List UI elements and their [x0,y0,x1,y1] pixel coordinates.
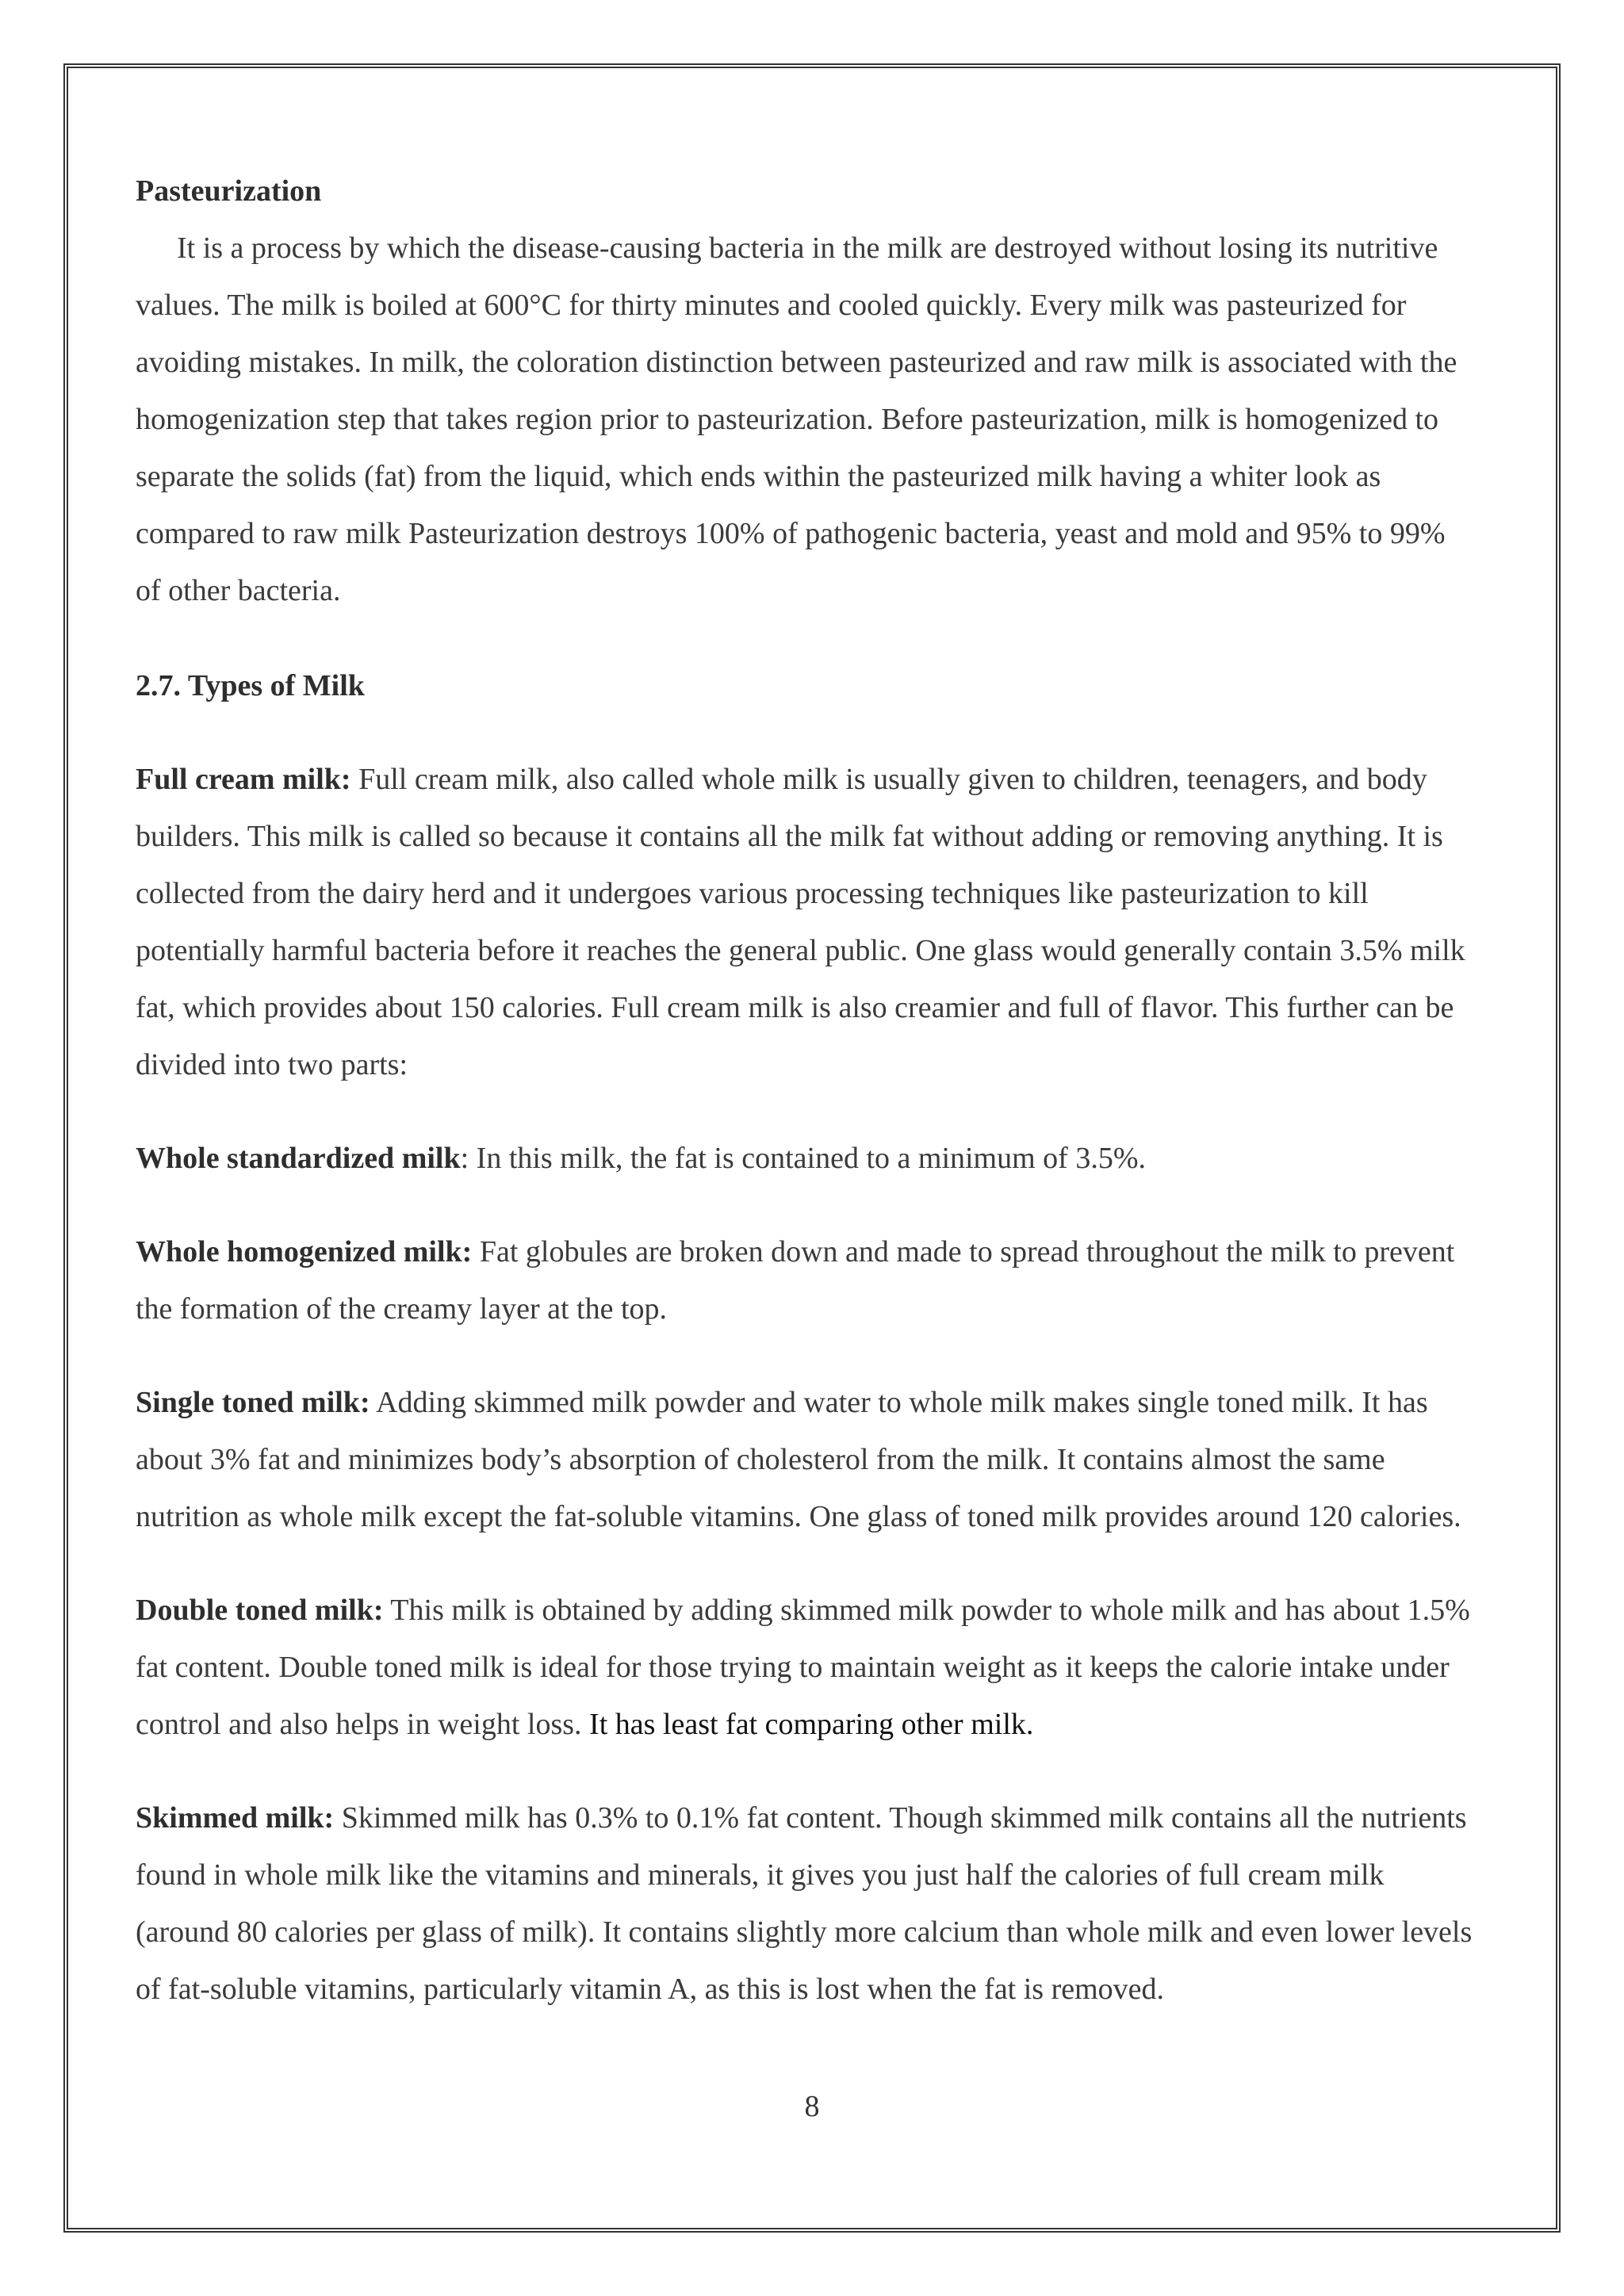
double-toned-milk-text: This milk is obtained by adding skimmed milk powder to whole milk and has about 1.5% fat content. Double toned milk is ideal for those trying to maintain weight as it keeps the calorie intake under control and also helps in weight loss. [136,1594,1470,1741]
single-toned-milk-paragraph [136,1374,1476,1545]
whole-standardized-milk-term: Whole standardized milk [136,1142,461,1175]
full-cream-milk-term: Full cream milk: [136,763,351,796]
full-cream-milk-paragraph [136,751,1476,1093]
double-toned-milk-extra: It has least fat comparing other milk. [589,1708,1034,1741]
single-toned-milk-term: Single toned milk: [136,1386,370,1419]
whole-homogenized-milk-text: Fat globules are broken down and made to spread throughout the milk to prevent the formation of the creamy layer at the top. [136,1235,1455,1326]
whole-standardized-milk-text: : In this milk, the fat is contained to a minimum of 3.5%. [460,1142,1146,1175]
single-toned-milk-text: Adding skimmed milk powder and water to whole milk makes single toned milk. It has about 3% fat and minimizes body’s absorption of cholesterol from the milk. It contains almost the same nutrition as whole milk except the fat-soluble vitamins. One glass of toned milk provides around 120 calories. [136,1386,1461,1533]
pasteurization-paragraph: It is a process by which the disease-causing bacteria in the milk are destroyed without losing its nutritive values. The milk is boiled at 600°C for thirty minutes and cooled quickly. Every milk was pasteurized for avoiding mistakes. In milk, the coloration distinction between pasteurized and raw milk is associated with the homogenization step that takes region prior to pasteurization. Before pasteurization, milk is homogenized to separate the solids (fat) from the liquid, which ends within the pasteurized milk having a whiter look as compared to raw milk Pasteurization destroys 100% of pathogenic bacteria, yeast and mold and 95% to 99% of other bacteria. [136,232,1457,607]
double-toned-milk-paragraph [136,1582,1476,1753]
whole-standardized-milk-paragraph [136,1130,1476,1187]
document-body [136,163,1476,2018]
page-number: 8 [804,2090,820,2123]
full-cream-milk-text: Full cream milk, also called whole milk is usually given to children, teenagers, and body builders. This milk is called so because it contains all the milk fat without adding or removing anything. It is collected from the dairy herd and it undergoes various processing techniques like pasteurization to kill potentially harmful bacteria before it reaches the general public. One glass would generally contain 3.5% milk fat, which provides about 150 calories. Full cream milk is also creamier and full of flavor. This further can be divided into two parts: [136,763,1465,1081]
skimmed-milk-paragraph [136,1789,1476,2018]
types-of-milk-heading: 2.7. Types of Milk [136,669,365,702]
skimmed-milk-text: Skimmed milk has 0.3% to 0.1% fat content. Though skimmed milk contains all the nutrients found in whole milk like the vitamins and minerals, it gives you just half the calories of full cream milk (around 80 calories per glass of milk). It contains slightly more calcium than whole milk and even lower levels of fat-soluble vitamins, particularly vitamin A, as this is lost when the fat is removed. [136,1801,1473,2006]
whole-homogenized-milk-term: Whole homogenized milk: [136,1235,473,1269]
double-toned-milk-term: Double toned milk: [136,1594,384,1627]
skimmed-milk-term: Skimmed milk: [136,1801,335,1835]
whole-homogenized-milk-paragraph [136,1223,1476,1337]
pasteurization-heading: Pasteurization [136,174,322,208]
